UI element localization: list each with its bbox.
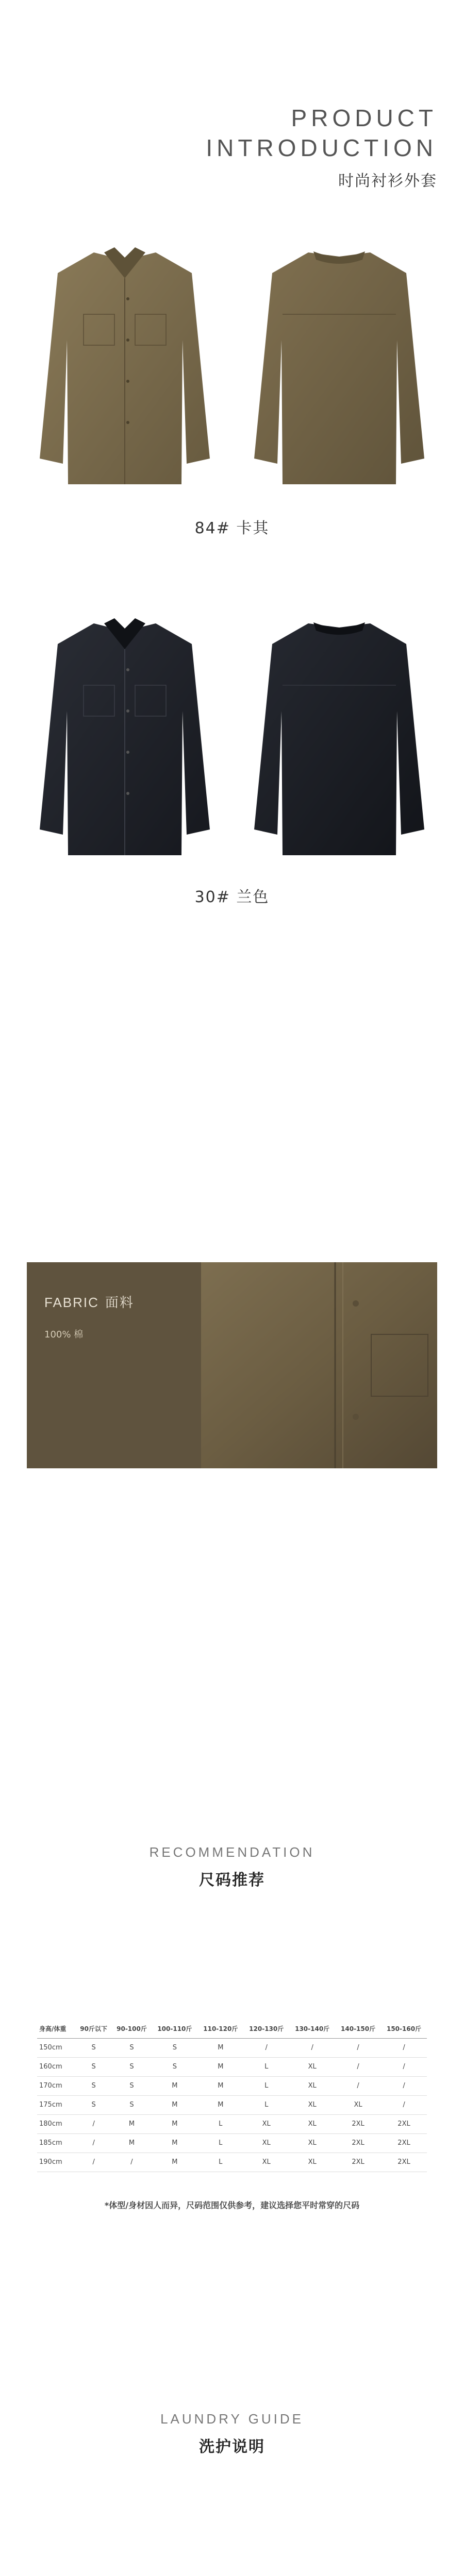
- size-table-row: [37, 2038, 427, 2057]
- size-cell: XL: [289, 2114, 335, 2133]
- size-cell: XL: [289, 2153, 335, 2172]
- size-cell: L: [243, 2095, 289, 2114]
- size-cell: 2XL: [381, 2114, 427, 2133]
- size-cell: S: [112, 2095, 152, 2114]
- size-chart-table: [37, 2020, 427, 2172]
- size-cell: S: [112, 2076, 152, 2095]
- size-cell: L: [243, 2076, 289, 2095]
- size-cell: XL: [289, 2095, 335, 2114]
- title-line-2: INTRODUCTION: [206, 134, 437, 161]
- height-cell: 180cm: [37, 2114, 76, 2133]
- size-header-cell: 130-140斤: [289, 2020, 335, 2038]
- size-cell: 2XL: [335, 2133, 381, 2153]
- fabric-label-cn: 面料: [105, 1295, 134, 1311]
- size-header-cell: 120-130斤: [243, 2020, 289, 2038]
- size-cell: XL: [243, 2153, 289, 2172]
- height-cell: 175cm: [37, 2095, 76, 2114]
- size-cell: /: [76, 2133, 112, 2153]
- size-cell: /: [335, 2076, 381, 2095]
- size-cell: L: [197, 2153, 243, 2172]
- size-header-cell: 150-160斤: [381, 2020, 427, 2038]
- size-table-row: [37, 2095, 427, 2114]
- size-cell: M: [197, 2057, 243, 2076]
- page-title: [206, 103, 437, 163]
- size-cell: S: [152, 2038, 197, 2057]
- size-cell: S: [112, 2038, 152, 2057]
- size-cell: 2XL: [381, 2153, 427, 2172]
- size-cell: 2XL: [335, 2153, 381, 2172]
- height-cell: 150cm: [37, 2038, 76, 2057]
- size-header-cell: 100-110斤: [152, 2020, 197, 2038]
- size-table-header-row: [37, 2020, 427, 2038]
- size-cell: M: [152, 2153, 197, 2172]
- size-cell: 2XL: [335, 2114, 381, 2133]
- size-cell: M: [152, 2114, 197, 2133]
- khaki-shirt-front-image: [32, 237, 218, 495]
- blue-caption: 30# 兰色: [194, 888, 270, 906]
- size-cell: /: [335, 2057, 381, 2076]
- khaki-shirt-back-image: [246, 237, 432, 495]
- height-cell: 160cm: [37, 2057, 76, 2076]
- size-table-row: [37, 2114, 427, 2133]
- blue-shirt-front-image: [32, 608, 218, 866]
- size-header-cell: 90-100斤: [112, 2020, 152, 2038]
- fabric-closeup-image: [201, 1262, 437, 1468]
- fabric-composition: 100% 棉: [44, 1329, 84, 1340]
- size-cell: S: [152, 2057, 197, 2076]
- size-table-row: [37, 2133, 427, 2153]
- size-cell: XL: [289, 2133, 335, 2153]
- recommendation-title-cn: 尺码推荐: [199, 1871, 265, 1889]
- size-cell: S: [76, 2095, 112, 2114]
- size-cell: S: [76, 2057, 112, 2076]
- size-header-cell: 110-120斤: [197, 2020, 243, 2038]
- size-cell: XL: [289, 2076, 335, 2095]
- fabric-heading: [44, 1292, 134, 1311]
- size-table-row: [37, 2057, 427, 2076]
- size-cell: M: [197, 2038, 243, 2057]
- size-cell: /: [335, 2038, 381, 2057]
- size-table-body: [37, 2038, 427, 2172]
- size-cell: M: [152, 2095, 197, 2114]
- size-cell: L: [243, 2057, 289, 2076]
- size-cell: S: [112, 2057, 152, 2076]
- height-cell: 190cm: [37, 2153, 76, 2172]
- size-header-cell: 90斤以下: [76, 2020, 112, 2038]
- size-cell: M: [152, 2076, 197, 2095]
- height-cell: 185cm: [37, 2133, 76, 2153]
- size-cell: M: [197, 2095, 243, 2114]
- size-cell: /: [76, 2114, 112, 2133]
- size-cell: M: [112, 2133, 152, 2153]
- fabric-label-en: FABRIC: [44, 1295, 99, 1310]
- size-cell: /: [243, 2038, 289, 2057]
- size-header-cell: 140-150斤: [335, 2020, 381, 2038]
- size-cell: S: [76, 2076, 112, 2095]
- size-cell: /: [381, 2038, 427, 2057]
- size-cell: XL: [243, 2133, 289, 2153]
- laundry-title-cn: 洗护说明: [199, 2438, 265, 2456]
- fabric-panel: [27, 1262, 201, 1468]
- size-cell: /: [112, 2153, 152, 2172]
- size-cell: /: [381, 2095, 427, 2114]
- height-cell: 170cm: [37, 2076, 76, 2095]
- size-cell: M: [152, 2133, 197, 2153]
- title-line-1: PRODUCT: [291, 105, 437, 131]
- size-cell: XL: [243, 2114, 289, 2133]
- size-cell: /: [76, 2153, 112, 2172]
- size-cell: M: [112, 2114, 152, 2133]
- size-cell: XL: [289, 2057, 335, 2076]
- size-cell: L: [197, 2133, 243, 2153]
- size-cell: /: [289, 2038, 335, 2057]
- size-cell: M: [197, 2076, 243, 2095]
- size-note: *体型/身材因人而异，尺码范围仅供参考，建议选择您平时常穿的尺码: [104, 2200, 360, 2210]
- laundry-title-en: LAUNDRY GUIDE: [160, 2411, 304, 2427]
- size-cell: XL: [335, 2095, 381, 2114]
- size-cell: S: [76, 2038, 112, 2057]
- recommendation-title-en: RECOMMENDATION: [149, 1844, 315, 1860]
- size-table-row: [37, 2153, 427, 2172]
- size-cell: /: [381, 2057, 427, 2076]
- page-subtitle: 时尚衬衫外套: [338, 172, 437, 190]
- blue-shirt-back-image: [246, 608, 432, 866]
- khaki-caption: 84# 卡其: [194, 519, 270, 537]
- size-cell: /: [381, 2076, 427, 2095]
- size-cell: 2XL: [381, 2133, 427, 2153]
- size-cell: L: [197, 2114, 243, 2133]
- size-header-cell: 身高/体重: [37, 2020, 76, 2038]
- size-table-row: [37, 2076, 427, 2095]
